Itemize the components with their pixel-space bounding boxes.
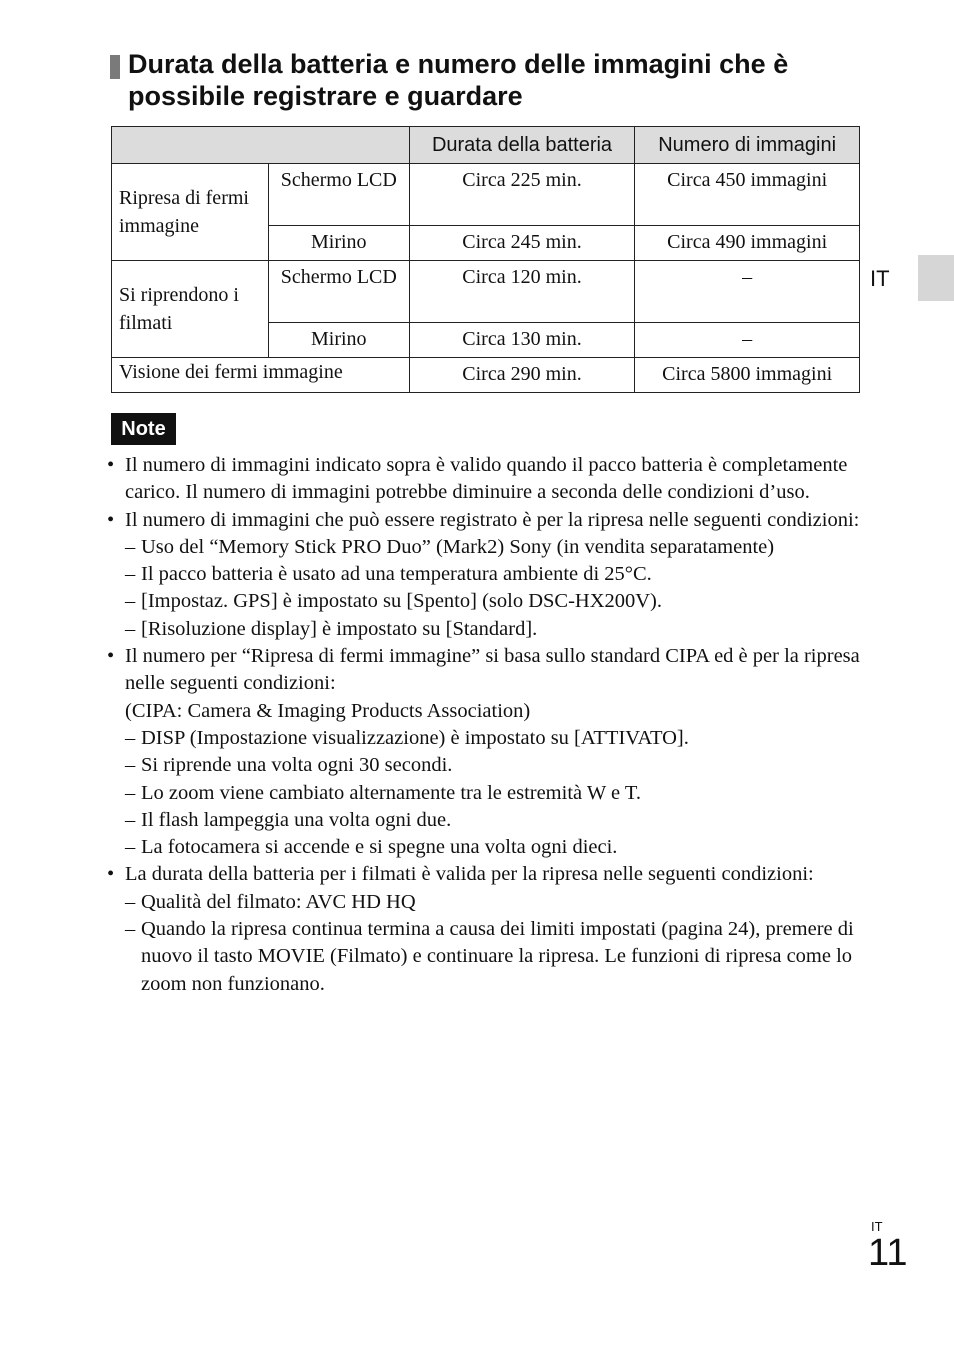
note-text: • La durata della batteria per i filmati è valida per la ripresa nelle seguenti condizioni: bbox=[125, 863, 814, 886]
note-extra: (CIPA: Camera & Imaging Products Association) bbox=[125, 699, 531, 722]
sub-item: – [Risoluzione display] è impostato su [Standard]. bbox=[125, 616, 867, 643]
sub-item: – [Impostaz. GPS] è impostato su [Spento] (solo DSC-HX200V). bbox=[125, 588, 867, 615]
duration-cell: Circa 290 min. bbox=[409, 358, 635, 393]
note-text: • Il numero per “Ripresa di fermi immagine” si basa sullo standard CIPA ed è per la ripresa nelle seguenti condizioni: bbox=[125, 645, 860, 695]
duration-cell: Circa 130 min. bbox=[409, 323, 635, 358]
side-language-tab bbox=[918, 255, 954, 301]
sub-item: – DISP (Impostazione visualizzazione) è impostato su [ATTIVATO]. bbox=[125, 725, 867, 752]
group-label: Si riprendono i filmati bbox=[112, 261, 269, 358]
table-header-row bbox=[112, 127, 860, 164]
table-header-duration: Durata della batteria bbox=[409, 127, 635, 164]
table-header-images: Numero di immagini bbox=[635, 127, 860, 164]
sub-item: – La fotocamera si accende e si spegne una volta ogni dieci. bbox=[125, 834, 867, 861]
sub-item: – Quando la ripresa continua termina a causa dei limiti impostati (pagina 24), premere di nuovo il tasto MOVIE (Filmato) e continuare la ripresa. Le funzioni di ripresa come lo zoom non funzionano. bbox=[125, 916, 867, 998]
sub-list bbox=[125, 889, 867, 998]
duration-cell: Circa 245 min. bbox=[409, 226, 635, 261]
battery-table bbox=[111, 126, 860, 393]
mode-cell: Schermo LCD bbox=[268, 164, 409, 226]
note-text: • Il numero di immagini indicato sopra è valido quando il pacco batteria è completamente carico. Il numero di immagini potrebbe diminuire a seconda delle condizioni d’uso. bbox=[125, 454, 848, 504]
sub-item: – Lo zoom viene cambiato alternamente tra le estremità W e T. bbox=[125, 780, 867, 807]
page-title: Durata della batteria e numero delle immagini che è possibile registrare e guardare bbox=[128, 49, 789, 111]
list-item bbox=[107, 507, 867, 643]
notes-list bbox=[107, 452, 867, 998]
duration-cell: Circa 225 min. bbox=[409, 164, 635, 226]
footer-language: IT bbox=[871, 1219, 883, 1234]
table-row bbox=[112, 261, 860, 323]
list-item bbox=[107, 861, 867, 997]
images-cell: – bbox=[635, 261, 860, 323]
sub-list bbox=[125, 725, 867, 861]
duration-cell: Circa 120 min. bbox=[409, 261, 635, 323]
images-cell: Circa 450 immagini bbox=[635, 164, 860, 226]
section-marker bbox=[110, 55, 120, 79]
sub-item: – Il flash lampeggia una volta ogni due. bbox=[125, 807, 867, 834]
table-row bbox=[112, 358, 860, 393]
note-label: Note bbox=[111, 413, 176, 445]
page-number: 11 bbox=[868, 1232, 908, 1274]
list-item bbox=[107, 643, 867, 861]
side-language-label: IT bbox=[870, 266, 890, 291]
images-cell: – bbox=[635, 323, 860, 358]
mode-cell: Mirino bbox=[268, 226, 409, 261]
mode-cell: Schermo LCD bbox=[268, 261, 409, 323]
group-label: Ripresa di fermi immagine bbox=[112, 164, 269, 261]
table-header-empty bbox=[112, 127, 410, 164]
sub-item: – Si riprende una volta ogni 30 secondi. bbox=[125, 752, 867, 779]
images-cell: Circa 490 immagini bbox=[635, 226, 860, 261]
last-row-label: Visione dei fermi immagine bbox=[112, 358, 410, 393]
sub-list bbox=[125, 534, 867, 643]
list-item bbox=[107, 452, 867, 507]
sub-item: – Il pacco batteria è usato ad una temperatura ambiente di 25°C. bbox=[125, 561, 867, 588]
mode-cell: Mirino bbox=[268, 323, 409, 358]
note-text: • Il numero di immagini che può essere registrato è per la ripresa nelle seguenti condizioni: bbox=[125, 508, 860, 531]
sub-item: – Uso del “Memory Stick PRO Duo” (Mark2) Sony (in vendita separatamente) bbox=[125, 534, 867, 561]
sub-item: – Qualità del filmato: AVC HD HQ bbox=[125, 889, 867, 916]
table-row bbox=[112, 164, 860, 226]
images-cell: Circa 5800 immagini bbox=[635, 358, 860, 393]
